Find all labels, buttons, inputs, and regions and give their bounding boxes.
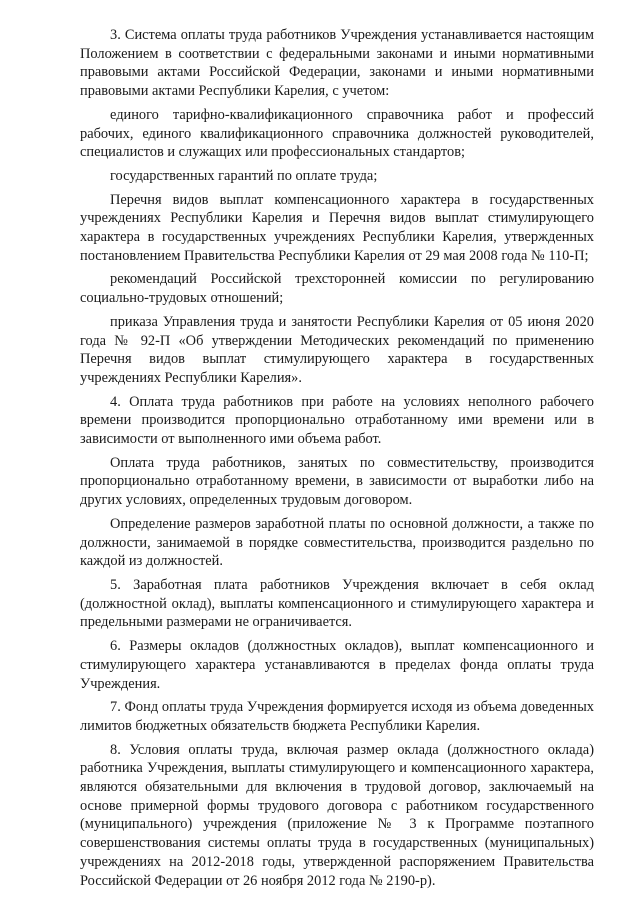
- paragraph-combined-jobs: Оплата труда работников, занятых по совместительству, производится пропорционально отработанному времени, в зависимости от выработки либо на других условиях, определенных трудовым договором.: [80, 454, 594, 509]
- paragraph-tariff-reference: единого тарифно-квалификационного справочника работ и профессий рабочих, единого квалификационного справочника должностей руководителей, специалистов и служащих или профессиональных стандартов;: [80, 106, 594, 161]
- paragraph-8-employment-contract: 8. Условия оплаты труда, включая размер оклада (должностного оклада) работника Учреждения, выплаты стимулирующего и компенсационного характера, являются обязательными для включения в трудовой договор, заключаемый на основе примерной формы трудового договора с работником государственного (муниципального) учреждения (приложение № 3 к Программе поэтапного совершенствования системы оплаты труда в государственных (муниципальных) учреждениях на 2012-2018 годы, утвержденной распоряжением Правительства Российской Федерации от 26 ноября 2012 года № 2190-р).: [80, 741, 594, 889]
- paragraph-3-intro: 3. Система оплаты труда работников Учреждения устанавливается настоящим Положением в соответствии с федеральными законами и иными нормативными правовыми актами Российской Федерации, законами и иными нормативными правовыми актами Республики Карелия, с учетом:: [80, 27, 594, 100]
- paragraph-7-wage-fund: 7. Фонд оплаты труда Учреждения формируется исходя из объема доведенных лимитов бюджетных обязательств бюджета Республики Карелия.: [80, 699, 594, 734]
- paragraph-tripartite-commission: рекомендаций Российской трехсторонней комиссии по регулированию социально-трудовых отношений;: [80, 271, 594, 307]
- paragraph-labour-order: приказа Управления труда и занятости Республики Карелия от 05 июня 2020 года № 92-П «Об утверждении Методических рекомендаций по применению Перечня видов выплат стимулирующего характера в государственных учреждениях Республики Карелия».: [80, 313, 594, 386]
- document-page: [80, 26, 594, 895]
- paragraph-4-part-time: 4. Оплата труда работников при работе на условиях неполного рабочего времени производится пропорционально отработанному ими времени или в зависимости от выполненного ими объема работ.: [80, 393, 594, 448]
- paragraph-payment-lists: Перечня видов выплат компенсационного характера в государственных учреждениях Республики Карелия и Перечня видов выплат стимулирующего характера в государственных учреждениях Республики Карелия, утвержденных постановлением Правительства Республики Карелия от 29 мая 2008 года № 110-П;: [80, 191, 594, 264]
- paragraph-6-salary-limits: 6. Размеры окладов (должностных окладов), выплат компенсационного и стимулирующего характера устанавливаются в пределах фонда оплаты труда Учреждения.: [80, 638, 594, 692]
- paragraph-state-guarantees: государственных гарантий по оплате труда;: [110, 167, 378, 184]
- paragraph-5-salary-composition: 5. Заработная плата работников Учреждения включает в себя оклад (должностной оклад), выплаты компенсационного и стимулирующего характера и предельными размерами не ограничивается.: [80, 576, 594, 631]
- paragraph-salary-separation: Определение размеров заработной платы по основной должности, а также по должности, занимаемой в порядке совместительства, производится раздельно по каждой из должностей.: [80, 515, 594, 570]
